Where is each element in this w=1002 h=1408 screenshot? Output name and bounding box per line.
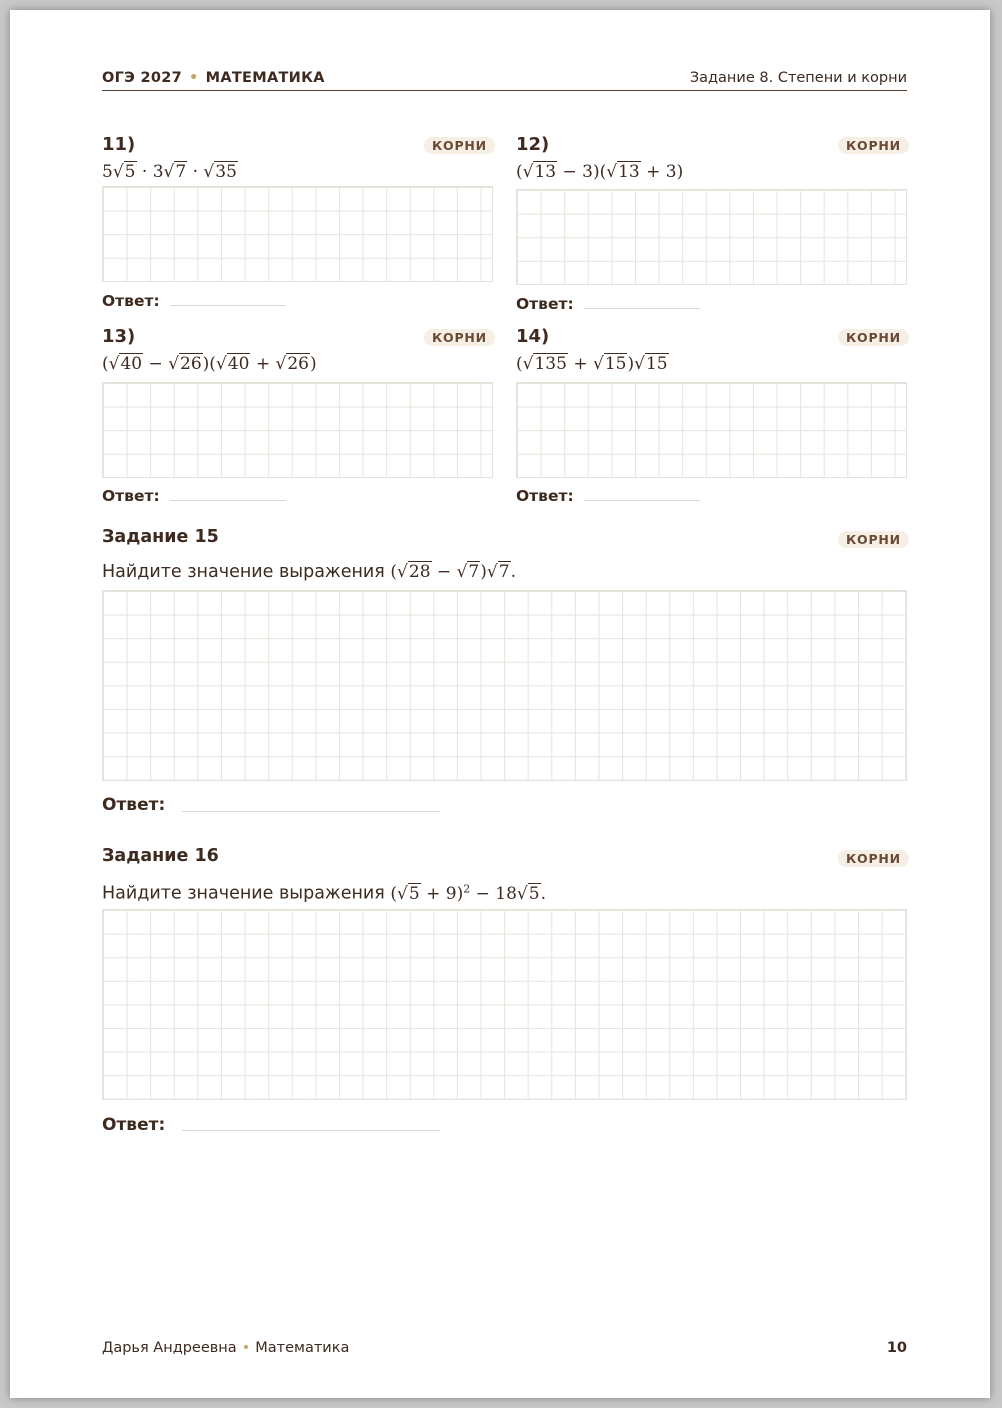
task-15-answer-label: Ответ:	[102, 795, 166, 815]
task-15-answer-line[interactable]	[182, 810, 440, 812]
topic-badge: КОРНИ	[838, 850, 909, 867]
problem-12-number: 12)	[516, 134, 550, 155]
page-header	[102, 62, 907, 91]
topic-badge: КОРНИ	[838, 531, 909, 548]
problem-14-answer-line[interactable]	[584, 499, 700, 501]
topic-badge: КОРНИ	[424, 137, 495, 154]
problem-12-answer-line[interactable]	[584, 307, 700, 309]
problem-14-work-grid[interactable]	[516, 382, 907, 478]
problem-14-answer-label: Ответ:	[516, 487, 574, 505]
problem-13-expression: (√40 − √26)(√40 + √26)	[102, 354, 317, 374]
topic-badge: КОРНИ	[838, 329, 909, 346]
task-15-title: Задание 15	[102, 527, 219, 547]
page-number: 10	[886, 1340, 907, 1356]
problem-13-answer-label: Ответ:	[102, 487, 160, 505]
task-16-statement: Найдите значение выражения $(√5 + 9)^2 - 18√5$.	[102, 882, 546, 904]
problem-11-work-grid[interactable]	[102, 186, 493, 282]
problem-11-answer-label: Ответ:	[102, 292, 160, 310]
topic-badge: КОРНИ	[424, 329, 495, 346]
problem-11-answer-line[interactable]	[170, 304, 286, 306]
task-16-answer-label: Ответ:	[102, 1115, 166, 1135]
topic-badge: КОРНИ	[838, 137, 909, 154]
task-16-work-grid[interactable]	[102, 909, 907, 1100]
problem-14-number: 14)	[516, 326, 550, 347]
bullet-icon: •	[189, 70, 199, 86]
header-exam-title: ОГЭ 2027 • МАТЕМАТИКА	[102, 70, 325, 86]
problem-12-answer-label: Ответ:	[516, 295, 574, 313]
task-16-answer-line[interactable]	[182, 1129, 440, 1131]
task-16-title: Задание 16	[102, 846, 219, 866]
problem-14-expression: (√135 + √15)√15	[516, 354, 668, 374]
problem-11-number: 11)	[102, 134, 136, 155]
problem-13-number: 13)	[102, 326, 136, 347]
bullet-icon: •	[241, 1340, 251, 1356]
problem-13-answer-line[interactable]	[170, 499, 286, 501]
problem-13-work-grid[interactable]	[102, 382, 493, 478]
header-section-title: Задание 8. Степени и корни	[689, 70, 907, 86]
task-15-work-grid[interactable]	[102, 590, 907, 781]
problem-12-work-grid[interactable]	[516, 189, 907, 285]
footer-author: Дарья Андреевна • Математика	[102, 1340, 350, 1356]
task-15-statement: Найдите значение выражения (√28 − √7)√7.	[102, 562, 516, 582]
problem-12-expression: (√13 − 3)(√13 + 3)	[516, 162, 684, 182]
worksheet-page	[10, 10, 990, 1398]
problem-11-expression: 5√5 · 3√7 · √35	[102, 162, 237, 182]
